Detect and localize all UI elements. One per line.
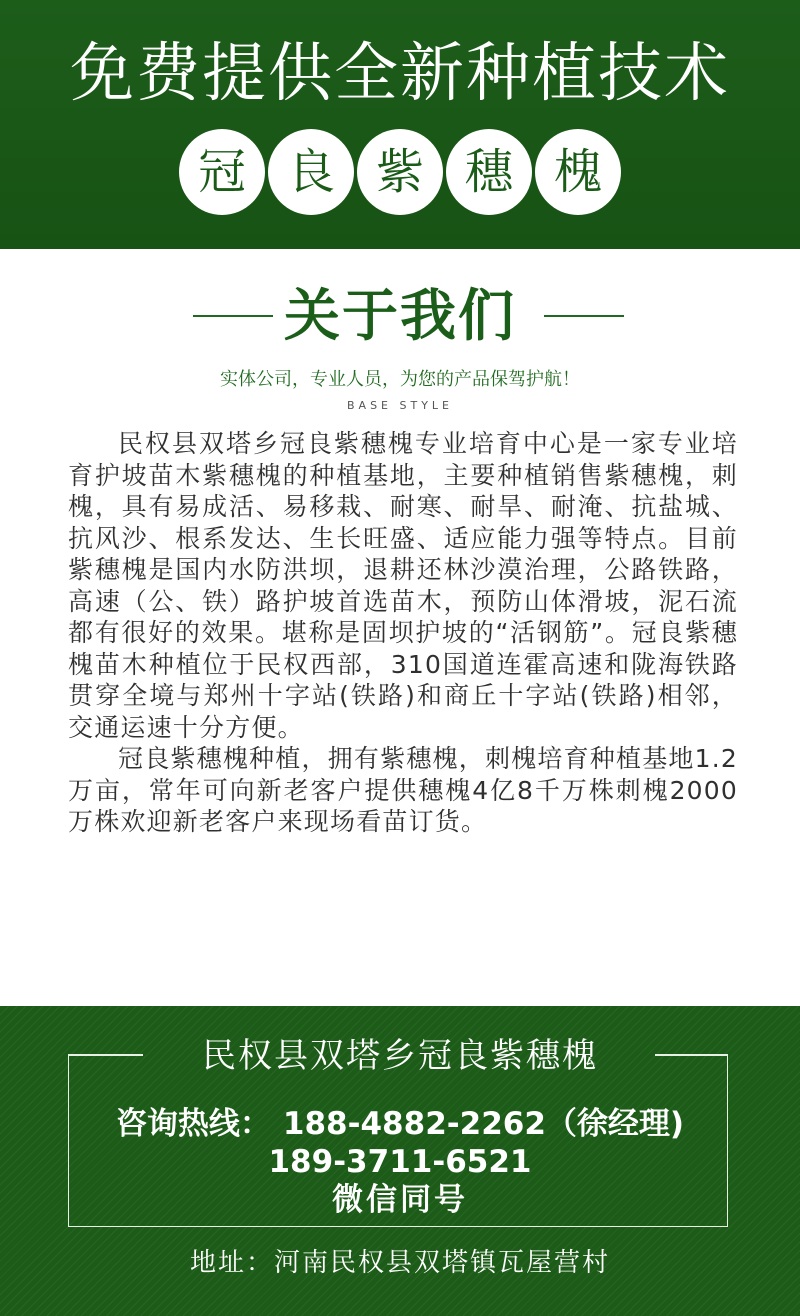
header-title: 免费提供全新种植技术 <box>70 37 730 111</box>
name-char-circle: 紫 <box>357 129 443 215</box>
about-paragraph: 冠良紫穗槐种植，拥有紫穗槐，刺槐培育种植基地1.2万亩，常年可向新老客户提供穗槐4亿8千万株刺槐2000万株欢迎新老客户来现场看苗订货。 <box>68 744 738 836</box>
name-char-circle: 冠 <box>179 129 265 215</box>
address: 地址：河南民权县双塔镇瓦屋营村 <box>189 1248 610 1278</box>
hotline-number: 188-4882-2262（徐经理) <box>282 1106 685 1142</box>
name-char-circle: 良 <box>268 129 354 215</box>
name-char-circle: 穗 <box>446 129 532 215</box>
company-name: 民权县双塔乡冠良紫穗槐 <box>202 1036 598 1076</box>
wechat-note: 微信同号 <box>332 1182 468 1218</box>
header-banner <box>0 0 800 249</box>
about-subtitle: BASE STYLE <box>347 399 453 412</box>
about-body <box>68 428 738 838</box>
hotline-label: 咨询热线： <box>115 1106 271 1142</box>
product-name-circles <box>0 129 800 215</box>
about-tagline: 实体公司，专业人员，为您的产品保驾护航！ <box>220 369 580 390</box>
heading-divider-right <box>544 315 624 317</box>
about-paragraph: 民权县双塔乡冠良紫穗槐专业培育中心是一家专业培育护坡苗木紫穗槐的种植基地，主要种植销售紫穗槐，刺槐，具有易成活、易移栽、耐寒、耐旱、耐淹、抗盐城、抗风沙、根系发达、生长旺盛、适应能力强等特点。目前紫穗槐是国内水防洪坝，退耕还林沙漠治理，公路铁路，高速（公、铁）路护坡首选苗木，预防山体滑坡，泥石流都有很好的效果。堪称是固坝护坡的“活钢筋”。冠良紫穗槐苗木种植位于民权西部，310国道连霍高速和陇海铁路贯穿全境与郑州十字站(铁路)和商丘十字站(铁路)相邻，交通运速十分方便。 <box>68 429 738 742</box>
second-phone-number: 189-3711-6521 <box>268 1144 532 1180</box>
hotline-row <box>0 1106 800 1142</box>
contact-footer <box>0 1006 800 1316</box>
about-heading <box>0 282 800 352</box>
about-title: 关于我们 <box>284 284 516 349</box>
name-char-circle: 槐 <box>535 129 621 215</box>
